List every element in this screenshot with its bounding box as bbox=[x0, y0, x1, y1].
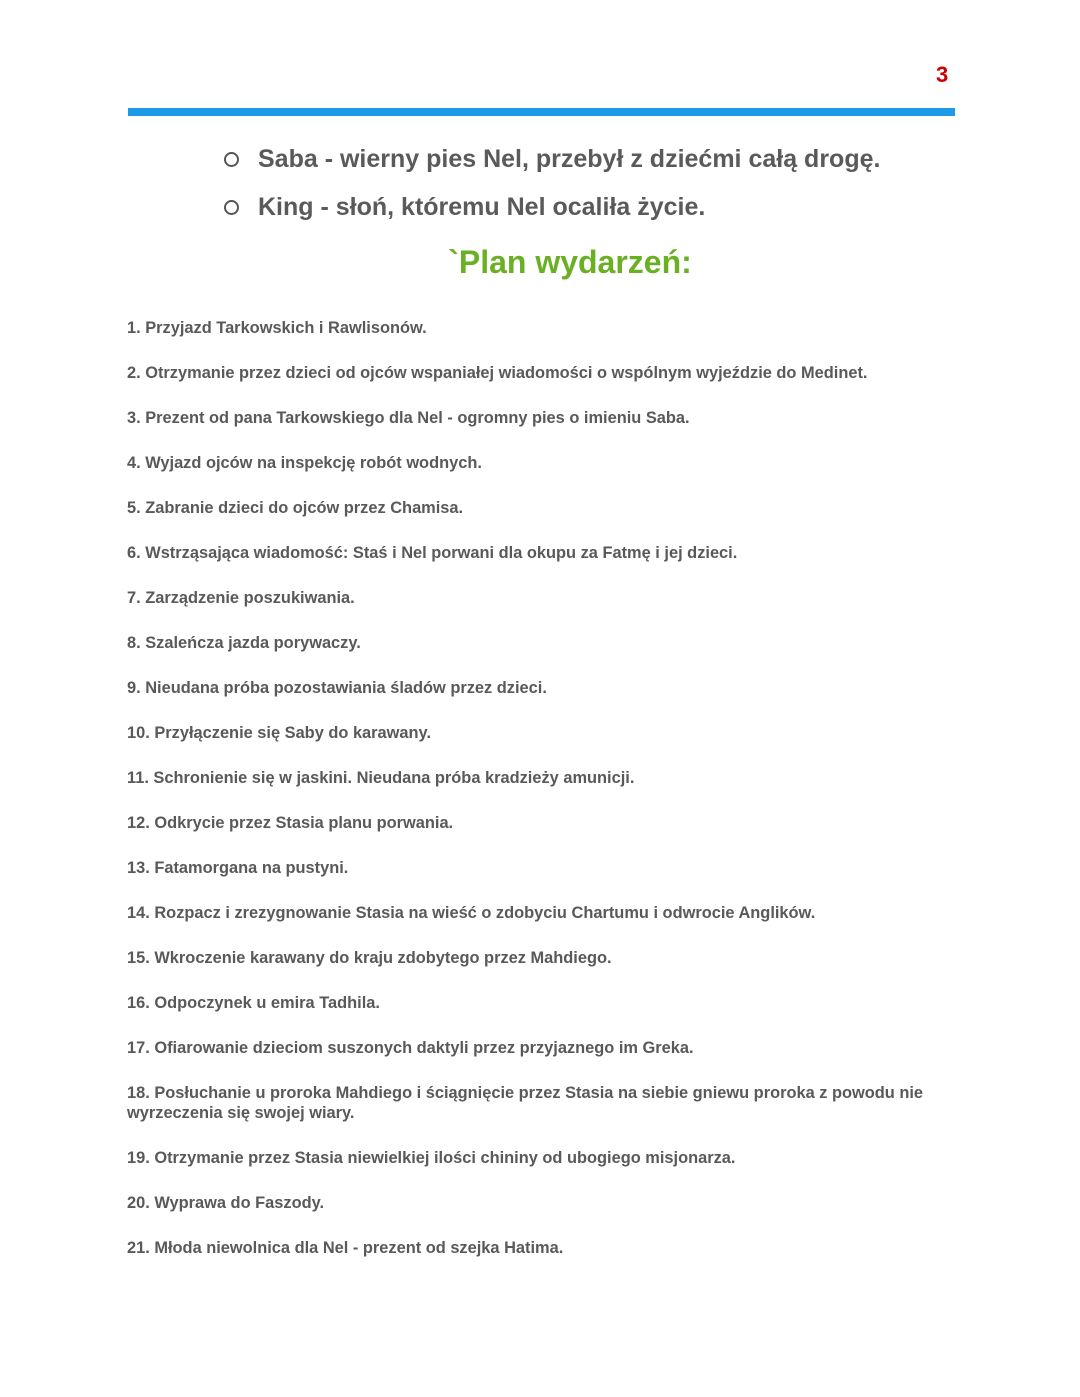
event-item: 4. Wyjazd ojców na inspekcję robót wodnych. bbox=[127, 454, 482, 472]
circle-bullet-icon bbox=[224, 200, 239, 215]
event-item: 10. Przyłączenie się Saby do karawany. bbox=[127, 724, 431, 742]
character-text: King - słoń, któremu Nel ocaliła życie. bbox=[258, 192, 706, 221]
event-item: 14. Rozpacz i zrezygnowanie Stasia na wieść o zdobyciu Chartumu i odwrocie Anglików. bbox=[127, 904, 816, 922]
event-item: 11. Schronienie się w jaskini. Nieudana próba kradzieży amunicji. bbox=[127, 769, 635, 787]
event-item: 16. Odpoczynek u emira Tadhila. bbox=[127, 994, 380, 1012]
character-item bbox=[222, 135, 880, 183]
event-item: 2. Otrzymanie przez dzieci od ojców wspaniałej wiadomości o wspólnym wyjeździe do Medinet. bbox=[127, 364, 868, 382]
event-item: 3. Prezent od pana Tarkowskiego dla Nel - ogromny pies o imieniu Saba. bbox=[127, 409, 690, 427]
event-item: 18. Posłuchanie u proroka Mahdiego i ściągnięcie przez Stasia na siebie gniewu proroka z powodu nie wyrzeczenia się swojej wiary. bbox=[127, 1084, 924, 1122]
event-list bbox=[127, 318, 957, 1283]
page-number: 3 bbox=[936, 62, 949, 87]
event-item: 13. Fatamorgana na pustyni. bbox=[127, 859, 349, 877]
header-divider bbox=[128, 108, 955, 116]
character-item bbox=[222, 183, 880, 231]
event-item: 1. Przyjazd Tarkowskich i Rawlisonów. bbox=[127, 319, 427, 337]
circle-bullet-icon bbox=[224, 152, 239, 167]
event-item: 6. Wstrząsająca wiadomość: Staś i Nel porwani dla okupu za Fatmę i jej dzieci. bbox=[127, 544, 738, 562]
plan-heading: `Plan wydarzeń: bbox=[448, 244, 692, 280]
event-item: 21. Młoda niewolnica dla Nel - prezent od szejka Hatima. bbox=[127, 1239, 564, 1257]
event-item: 5. Zabranie dzieci do ojców przez Chamisa. bbox=[127, 499, 464, 517]
event-item: 15. Wkroczenie karawany do kraju zdobytego przez Mahdiego. bbox=[127, 949, 612, 967]
event-item: 20. Wyprawa do Faszody. bbox=[127, 1194, 325, 1212]
character-text: Saba - wierny pies Nel, przebył z dziećmi całą drogę. bbox=[258, 144, 881, 173]
event-item: 12. Odkrycie przez Stasia planu porwania. bbox=[127, 814, 454, 832]
event-item: 9. Nieudana próba pozostawiania śladów przez dzieci. bbox=[127, 679, 547, 697]
event-item: 17. Ofiarowanie dzieciom suszonych daktyli przez przyjaznego im Greka. bbox=[127, 1039, 694, 1057]
event-item: 8. Szaleńcza jazda porywaczy. bbox=[127, 634, 361, 652]
event-item: 19. Otrzymanie przez Stasia niewielkiej ilości chininy od ubogiego misjonarza. bbox=[127, 1149, 736, 1167]
event-item: 7. Zarządzenie poszukiwania. bbox=[127, 589, 355, 607]
character-list bbox=[222, 135, 880, 231]
